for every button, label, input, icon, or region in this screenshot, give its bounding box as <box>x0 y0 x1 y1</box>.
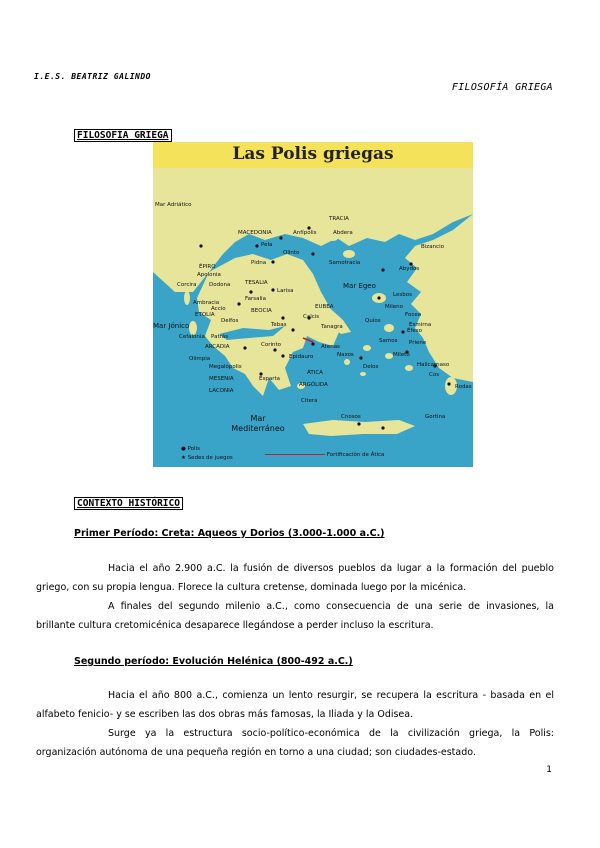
map-label: Abdera <box>333 230 353 236</box>
map-label: Mar Egeo <box>343 282 376 290</box>
map-label: Patrás <box>211 334 229 340</box>
map-label: Priene <box>409 340 427 346</box>
map-label: Pidna <box>251 260 267 266</box>
map-label: Apolonia <box>197 272 221 278</box>
map-legend-wall <box>265 452 384 458</box>
legend-star-icon: ★ <box>181 455 186 461</box>
paragraph: Hacia el año 2.900 a.C. la fusión de diversos pueblos da lugar a la formación del pueblo griego, con su propia lengua. Florece la cultura cretense, dominada luego por la micénica. <box>36 563 554 593</box>
map-label: Larisa <box>277 288 294 294</box>
map-label: Ambracia <box>193 300 220 306</box>
map-label: EUBEA <box>315 304 334 310</box>
school-header: I.E.S. BEATRIZ GALINDO <box>34 72 151 81</box>
map-label: Naxos <box>337 352 354 358</box>
map-label: BEOCIA <box>251 308 272 314</box>
legend-dot-icon: ● <box>181 446 186 452</box>
map-label: Mar Mediterráneo <box>231 414 285 433</box>
map-label: Atenas <box>321 344 340 350</box>
map-label: Corinto <box>261 342 282 348</box>
section-title-2: Segundo período: Evolución Helénica (800-492 a.C.) <box>74 656 353 667</box>
map-label: ÉPIRO <box>199 264 216 270</box>
map-label: Delfos <box>221 318 239 324</box>
map-label: ÁTICA <box>307 370 323 376</box>
map-legend-games <box>181 455 233 461</box>
map-label: Pela <box>261 242 273 248</box>
map-label: Accio <box>211 306 226 312</box>
map-label: Epidauro <box>289 354 314 360</box>
map-label: Megalópolis <box>209 364 242 370</box>
map-label: Bizancio <box>421 244 444 250</box>
map-label: Mar Adriático <box>155 202 192 208</box>
map-label: Halicarnaso <box>417 362 450 368</box>
map-label: ARCADIA <box>205 344 230 350</box>
map-label: Rodas <box>455 384 472 390</box>
page-number: 1 <box>546 765 552 775</box>
map-label: Olinto <box>283 250 300 256</box>
map-label: Delos <box>363 364 379 370</box>
map-label: Cos <box>429 372 440 378</box>
map-label: Esmirna <box>409 322 432 328</box>
map-label: Gortina <box>425 414 446 420</box>
main-heading: FILOSOFÍA GRIEGA <box>74 129 172 142</box>
main-heading-wrap <box>74 123 172 142</box>
map-label: Samotracia <box>329 260 361 266</box>
subject-header: FILOSOFÍA GRIEGA <box>451 82 553 93</box>
map-label: Calcis <box>303 314 320 320</box>
paragraph: Surge ya la estructura socio-político-económica de la civilización griega, la Polis: organización autónoma de una pequeña región en torno a una ciudad; son ciudades-estado. <box>36 728 554 758</box>
map-title: Las Polis griegas <box>232 144 394 164</box>
legend-games-label: Sedes de juegos <box>187 455 233 461</box>
paragraph: Hacia el año 800 a.C., comienza un lento resurgir, se recupera la escritura - basada en el alfabeto fenicio- y se escriben las dos obras más famosas, la Iliada y la Odisea. <box>36 690 554 720</box>
map-label: Focea <box>405 312 422 318</box>
polis-map <box>153 142 473 467</box>
map-label: Tanagra <box>321 324 343 330</box>
map-label: Anfípolis <box>293 230 317 236</box>
context-heading: CONTEXTO HISTÓRICO <box>74 497 183 510</box>
map-label: Esparta <box>259 376 280 382</box>
map-label: Cefalonia <box>179 334 205 340</box>
map-label: Olimpia <box>189 356 211 362</box>
map-label: Lesbos <box>393 292 412 298</box>
map-label: MACEDONIA <box>238 230 272 236</box>
map-label: Farsalia <box>245 296 266 302</box>
map-label: Éfeso <box>407 328 423 334</box>
map-label: ETOLIA <box>195 312 215 318</box>
paragraph: A finales del segundo milenio a.C., como consecuencia de una serie de invasiones, la brillante cultura cretomicénica desaparece llegándose a perder incluso la escritura. <box>36 601 554 631</box>
map-label: Mar Jónico <box>153 322 190 330</box>
section-2-body <box>36 686 554 762</box>
map-label: Cnosos <box>341 414 361 420</box>
map-label: LACONIA <box>209 388 234 394</box>
map-label: MESENIA <box>209 376 234 382</box>
map-legend-polis <box>181 446 200 452</box>
map-label: TRACIA <box>329 216 349 222</box>
section-1-body <box>36 559 554 635</box>
map-label: Mileno <box>385 304 404 310</box>
map-label: Abydos <box>399 266 420 272</box>
map-label: Samos <box>379 338 398 344</box>
legend-wall-label: Fortificación de Ática <box>326 452 385 458</box>
map-labels <box>153 142 473 467</box>
context-heading-wrap <box>74 491 183 510</box>
map-label: Citera <box>301 398 318 404</box>
section-title-1: Primer Período: Creta: Aqueos y Dorios (3.000-1.000 a.C.) <box>74 528 385 539</box>
legend-polis-label: Polis <box>187 446 200 452</box>
map-label: Corcira <box>177 282 197 288</box>
legend-wall-line-icon <box>265 454 325 455</box>
map-label: Mileto <box>393 352 410 358</box>
map-label: Quíos <box>365 318 381 324</box>
map-label: ARGÓLIDA <box>299 382 328 388</box>
map-label: Tebas <box>271 322 287 328</box>
map-label: Dodona <box>209 282 231 288</box>
map-label: TESALIA <box>245 280 268 286</box>
